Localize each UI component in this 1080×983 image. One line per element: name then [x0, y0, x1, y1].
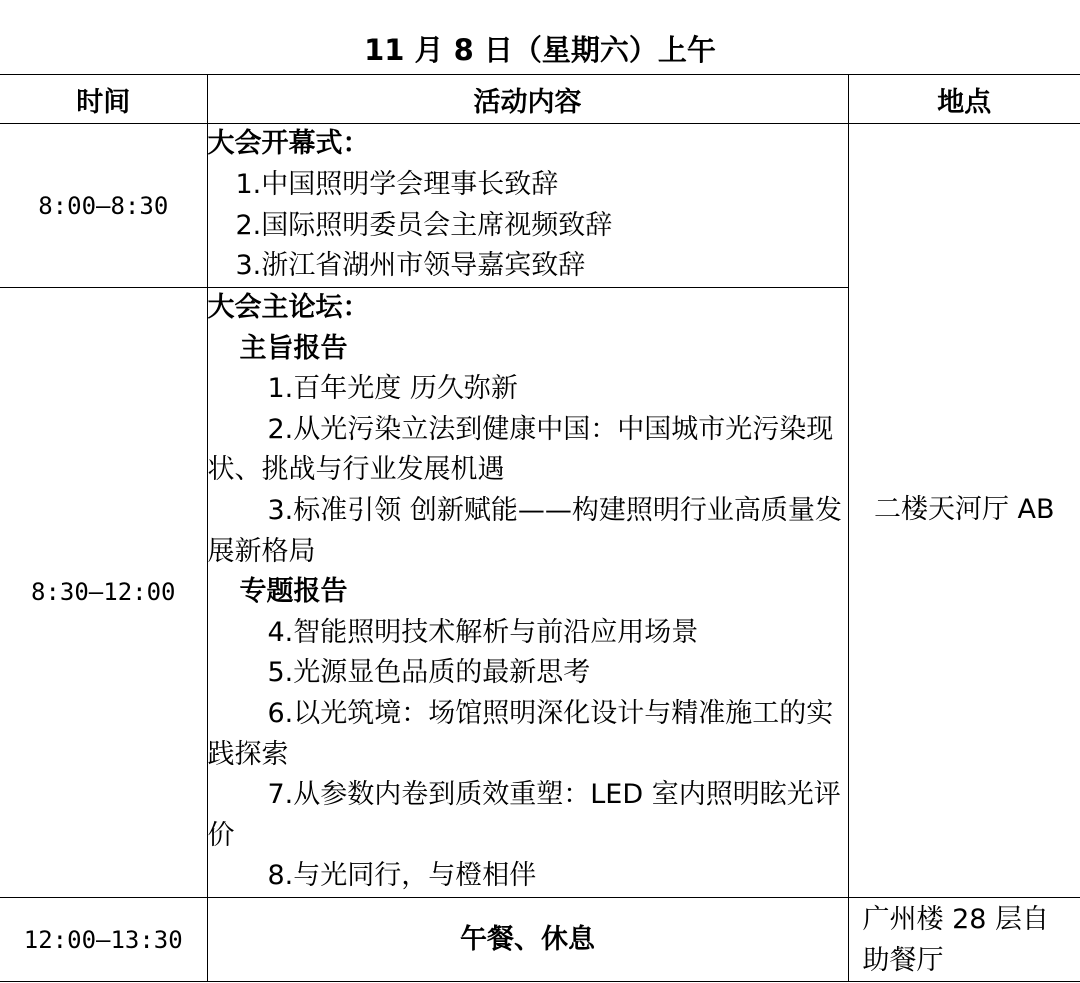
content-cell: [207, 124, 848, 288]
header-content: 活动内容: [207, 75, 848, 124]
time-cell: 8:00—8:30: [0, 124, 207, 288]
time-cell: 12:00—13:30: [0, 897, 207, 981]
agenda-item: 7.从参数内卷到质效重塑：LED 室内照明眩光评价: [207, 779, 841, 851]
agenda-item: 8.与光同行，与橙相伴: [267, 860, 537, 892]
schedule-table: [0, 74, 1080, 982]
header-place: 地点: [848, 75, 1080, 124]
table-row: [0, 897, 1080, 981]
section-heading: 大会开幕式：: [207, 128, 370, 160]
agenda-item: 6.以光筑境：场馆照明深化设计与精准施工的实践探索: [207, 697, 834, 770]
place-cell: 广州楼 28 层自助餐厅: [848, 897, 1080, 981]
page-title: 11 月 8 日（星期六）上午: [364, 33, 716, 67]
agenda-item: 1.中国照明学会理事长致辞: [235, 168, 559, 200]
agenda-item: 1.百年光度 历久弥新: [267, 373, 518, 405]
agenda-item: 4.智能照明技术解析与前沿应用场景: [267, 616, 699, 648]
agenda-item: 3.浙江省湖州市领导嘉宾致辞: [235, 250, 586, 282]
content-cell: 午餐、休息: [207, 897, 848, 981]
subsection-heading: 主旨报告: [239, 332, 348, 364]
time-cell: 8:30—12:00: [0, 288, 207, 898]
agenda-item: 2.国际照明委员会主席视频致辞: [235, 209, 613, 241]
place-cell: 二楼天河厅 AB: [848, 124, 1080, 898]
agenda-item: 2.从光污染立法到健康中国：中国城市光污染现状、挑战与行业发展机遇: [207, 413, 834, 486]
agenda-item: 3.标准引领 创新赋能——构建照明行业高质量发展新格局: [207, 494, 842, 567]
table-header-row: [0, 75, 1080, 124]
section-heading: 大会主论坛：: [207, 292, 370, 323]
subsection-heading: 专题报告: [239, 576, 348, 608]
table-row: [0, 124, 1080, 288]
header-time: 时间: [0, 75, 207, 124]
agenda-item: 5.光源显色品质的最新思考: [267, 657, 591, 689]
content-cell: [207, 288, 848, 898]
